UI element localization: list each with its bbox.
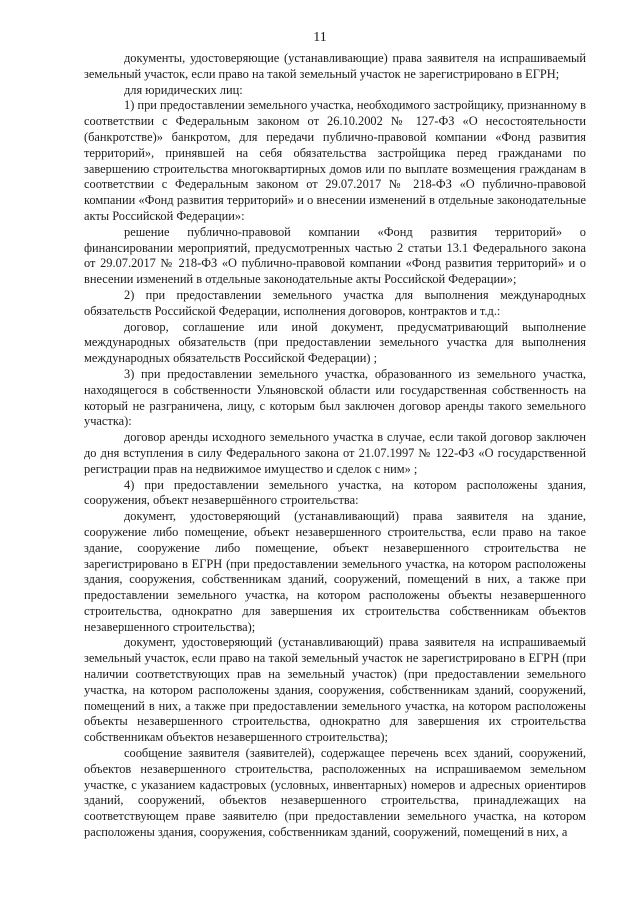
paragraph-item-3: 3) при предоставлении земельного участка, образованного из земельного участка, находящегося в собственности Ульяновской области или государственная собственность на который не разграничена, лицу, с которым был заключен договор аренды такого земельного участка): bbox=[84, 366, 586, 429]
paragraph-legal-entities-heading: для юридических лиц: bbox=[124, 82, 243, 97]
paragraph-item-3-document: договор аренды исходного земельного участка в случае, если такой договор заключен до дня вступления в силу Федерального закона от 21.07.1997 № 122-ФЗ «О государственной регистрации прав на недвижимое имущество и сделок с ним» ; bbox=[84, 430, 586, 476]
paragraph-documents-rights: документы, удостоверяющие (устанавливающие) права заявителя на испрашиваемый земельный участок, если право на такой земельный участок не зарегистрировано в ЕГРН; bbox=[84, 51, 586, 81]
paragraph-item-4-land-document: документ, удостоверяющий (устанавливающий) права заявителя на испрашиваемый земельный участок, если право на такой земельный участок не зарегистрировано в ЕГРН (при наличии соответствующих прав на земельный участок) (при предоставлении земельного участка, на котором расположены здания, сооружения, собственникам зданий, сооружений, помещений в них, а также при предоставлении земельного участка, на котором расположены объекты незавершенного строительства, однократно для завершения их строительства собственникам объектов незавершенного строительства); bbox=[84, 635, 586, 745]
paragraph-item-4: 4) при предоставлении земельного участка, на котором расположены здания, сооружения, объект незавершённого строительства: bbox=[84, 477, 586, 508]
paragraph-item-2: 2) при предоставлении земельного участка для выполнения международных обязательств Российской Федерации, исполнения договоров, контрактов и т.д.: bbox=[84, 287, 586, 318]
document-body bbox=[84, 51, 586, 841]
page-number: 11 bbox=[313, 30, 327, 45]
paragraph-item-4-building-document: документ, удостоверяющий (устанавливающий) права заявителя на здание, сооружение либо помещение, объект незавершенного строительства, если право на такое здание, сооружение либо помещение, объект незавершенного строительства не зарегистрировано в ЕГРН (при предоставлении земельного участка, на котором расположены здания, сооружения, собственникам зданий, сооружений, помещений в них, а также при предоставлении земельного участка, на котором расположены объекты незавершенного строительства, однократно для завершения их строительства собственникам объектов незавершенного строительства); bbox=[84, 509, 586, 634]
paragraph-item-2-document: договор, соглашение или иной документ, предусматривающий выполнение международных обязательств (при предоставлении земельного участка для выполнения международных обязательств Российской Федерации) ; bbox=[84, 319, 586, 366]
paragraph-item-1: 1) при предоставлении земельного участка, необходимого застройщику, признанному в соответствии с Федеральным законом от 26.10.2002 № 127-ФЗ «О несостоятельности (банкротстве)» банкротом, для передачи публично-правовой компании «Фонд развития территорий», принявшей на себя обязательства застройщика перед гражданами по завершению строительства многоквартирных домов или по выплате возмещения гражданам в соответствии с Федеральным законом от 29.07.2017 № 218-ФЗ «О публично-правовой компании «Фонд развития территорий» и о внесении изменений в отдельные законодательные акты Российской Федерации»: bbox=[84, 98, 586, 223]
paragraph-item-4-applicant-message: сообщение заявителя (заявителей), содержащее перечень всех зданий, сооружений, объектов незавершенного строительства, расположенных на испрашиваемом земельном участке, с указанием кадастровых (условных, инвентарных) номеров и адресных ориентиров зданий, сооружений, объектов незавершенного строительства, принадлежащих на соответствующем праве заявителю (при предоставлении земельного участка, на котором расположены здания, сооружения, собственникам зданий, сооружений, помещений в них, а bbox=[84, 746, 586, 840]
paragraph-item-1-document: решение публично-правовой компании «Фонд развития территорий» о финансировании мероприятий, предусмотренных частью 2 статьи 13.1 Федерального закона от 29.07.2017 № 218-ФЗ «О публично-правовой компании «Фонд развития территорий» и о внесении изменений в отдельные законодательные акты Российской Федерации»; bbox=[84, 224, 586, 287]
